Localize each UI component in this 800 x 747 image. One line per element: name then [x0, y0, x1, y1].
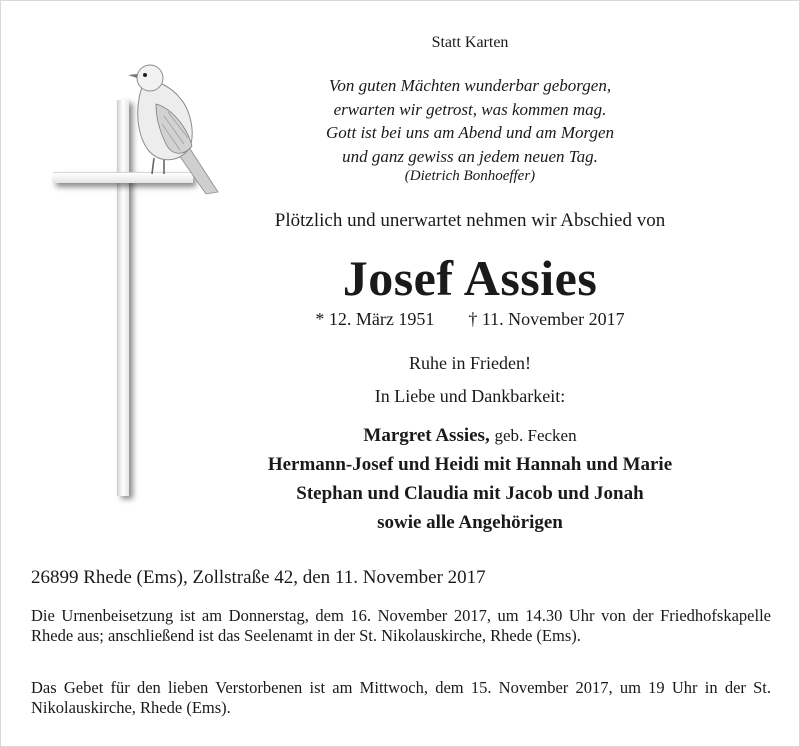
- spouse-maiden-name: geb. Fecken: [494, 426, 577, 445]
- death-date: † 11. November 2017: [468, 309, 625, 329]
- poem-line: Gott ist bei uns am Abend und am Morgen: [325, 123, 615, 142]
- poem-author: (Dietrich Bonhoeffer): [404, 168, 536, 184]
- mourners-list: [195, 421, 745, 537]
- gratitude-line: In Liebe und Dankbarkeit:: [374, 386, 566, 406]
- spouse-name: Margret Assies,: [363, 425, 490, 446]
- intro-text: Plötzlich und unerwartet nehmen wir Abschied von: [274, 210, 666, 231]
- poem-line: Von guten Mächten wunderbar geborgen,: [328, 76, 612, 95]
- header-statt-karten: Statt Karten: [431, 34, 509, 51]
- mourner-line: Hermann-Josef und Heidi mit Hannah und Marie: [267, 454, 673, 475]
- deceased-name: Josef Assies: [342, 250, 598, 306]
- life-dates: [195, 309, 745, 330]
- mourner-spouse: [195, 421, 745, 450]
- mourner-line: sowie alle Angehörigen: [377, 512, 563, 533]
- prayer-notice: Das Gebet für den lieben Verstorbenen ist am Mittwoch, dem 15. November 2017, um 19 Uhr in der St. Nikolauskirche, Rhede (Ems).: [31, 678, 771, 717]
- poem-line: und ganz gewiss an jedem neuen Tag.: [342, 146, 598, 166]
- funeral-notice: Die Urnenbeisetzung ist am Donnerstag, dem 16. November 2017, um 14.30 Uhr von der Friedhofskapelle Rhede aus; anschließend ist das Seelenamt in der St. Nikolauskirche, Rhede (Ems).: [31, 606, 771, 645]
- poem: [195, 74, 745, 168]
- birth-date: * 12. März 1951: [315, 309, 435, 329]
- mourner-line: Stephan und Claudia mit Jacob und Jonah: [296, 483, 644, 504]
- rest-in-peace: Ruhe in Frieden!: [409, 353, 531, 373]
- place-and-date: 26899 Rhede (Ems), Zollstraße 42, den 11. November 2017: [31, 567, 486, 588]
- poem-line: erwarten wir getrost, was kommen mag.: [333, 99, 607, 119]
